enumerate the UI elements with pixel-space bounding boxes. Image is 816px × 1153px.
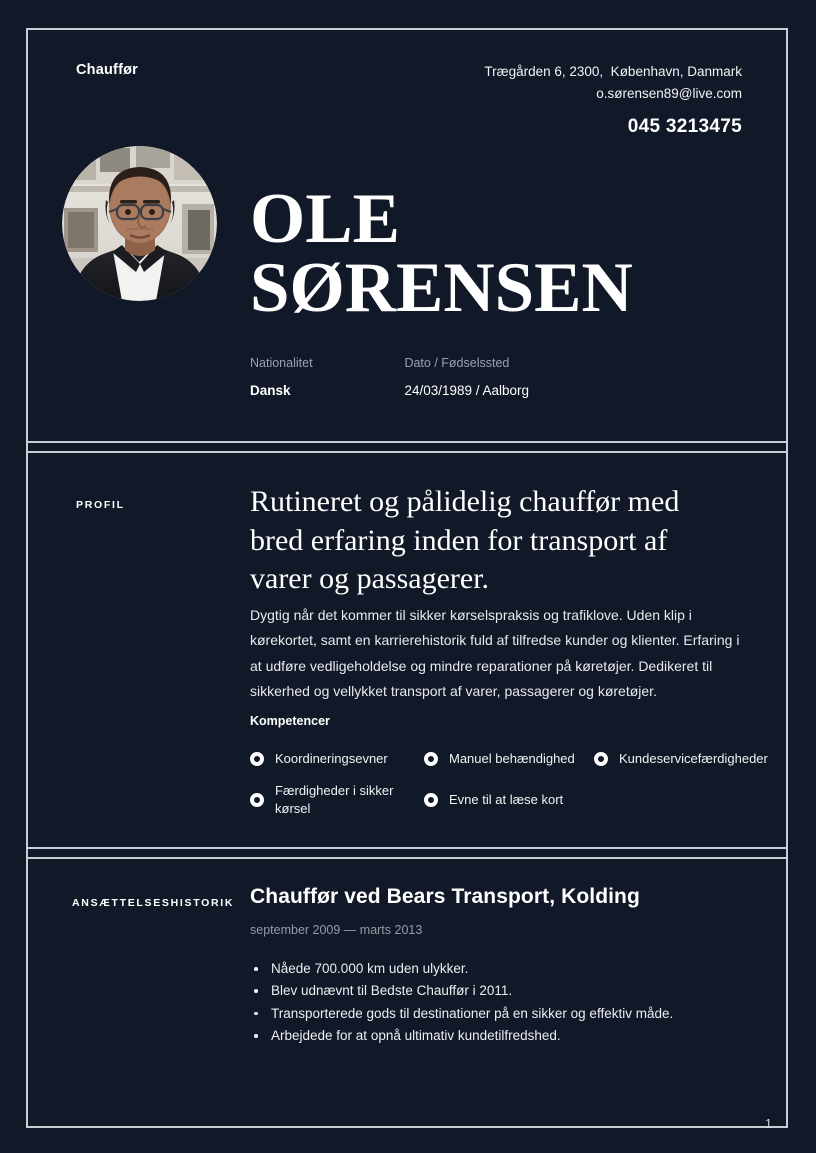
employment-section [26,853,788,1128]
divider-header-bottom [26,441,788,443]
skill-label: Evne til at læse kort [449,791,564,807]
name-line-1: OLE [250,180,400,258]
skill-item[interactable] [250,740,424,778]
skills-row-2 [250,778,770,822]
section-label-profile: PROFIL [76,499,125,511]
detail-value: Dansk [250,383,291,398]
skills-label: Kompetencer [250,714,330,728]
skill-label: Manuel behændighed [449,751,575,767]
job-title: Chauffør ved Bears Transport, Kolding [250,885,640,908]
avatar [62,146,217,301]
contact-block [484,61,742,138]
skill-label: Kundeservicefærdigheder [619,751,768,767]
personal-details [250,356,770,399]
skill-label: Færdigheder i sikker kørsel [275,783,394,816]
job-bullet-list [250,958,750,1048]
list-item: Transporterede gods til destinationer på en sikker og effektiv måde. [250,1003,750,1025]
section-label-employment: ANSÆTTELSESHISTORIK [72,897,235,909]
profile-section [26,447,788,847]
skill-item[interactable] [424,778,594,822]
full-name [250,180,770,327]
skills-row-1 [250,740,770,778]
contact-address: Trægården 6, 2300, København, Danmark [484,64,742,79]
detail-label: Dato / Fødselssted [404,356,510,370]
bullet-ring-icon [424,793,438,807]
skills-list [250,740,770,822]
job-dates: september 2009 — marts 2013 [250,923,423,937]
skill-item[interactable] [424,740,594,778]
bullet-ring-icon [424,752,438,766]
list-item: Arbejdede for at opnå ultimativ kundetilfredshed. [250,1025,750,1047]
portrait-photo-icon [62,146,217,301]
role-title: Chauffør [76,62,139,78]
divider-profile-bottom [26,847,788,849]
profile-body-text: Dygtig når det kommer til sikker kørselspraksis og trafiklove. Uden klip i kørekortet, samt en karrierehistorik fuld af tilfredse kunder og klienter. Erfaring i at udføre vedligeholdelse og mindre reparationer på køretøjer. Dedikeret til sikkerhed og vellykket transport af varer, passagerer og køretøjer. [250,607,740,700]
bullet-ring-icon [250,793,264,807]
contact-email[interactable]: o.sørensen89@live.com [596,85,742,101]
detail-nationality [250,356,400,399]
list-item: Blev udnævnt til Bedste Chauffør i 2011. [250,980,750,1002]
list-item: Nåede 700.000 km uden ulykker. [250,958,750,980]
name-line-2: SØRENSEN [250,248,633,327]
detail-label: Nationalitet [250,356,313,370]
detail-value: 24/03/1989 / Aalborg [404,383,530,398]
contact-phone[interactable]: 045 3213475 [627,115,742,137]
bullet-ring-icon [594,752,608,766]
detail-birth [404,356,529,399]
header-section [26,28,788,441]
page-number: 1 [765,1117,772,1131]
profile-headline: Rutineret og pålidelig chauffør med bred erfaring inden for transport af varer og passagerer. [250,485,680,596]
skill-item[interactable] [594,740,770,778]
skill-label: Koordineringsevner [275,751,388,767]
bullet-ring-icon [250,752,264,766]
skill-item[interactable] [250,778,424,822]
